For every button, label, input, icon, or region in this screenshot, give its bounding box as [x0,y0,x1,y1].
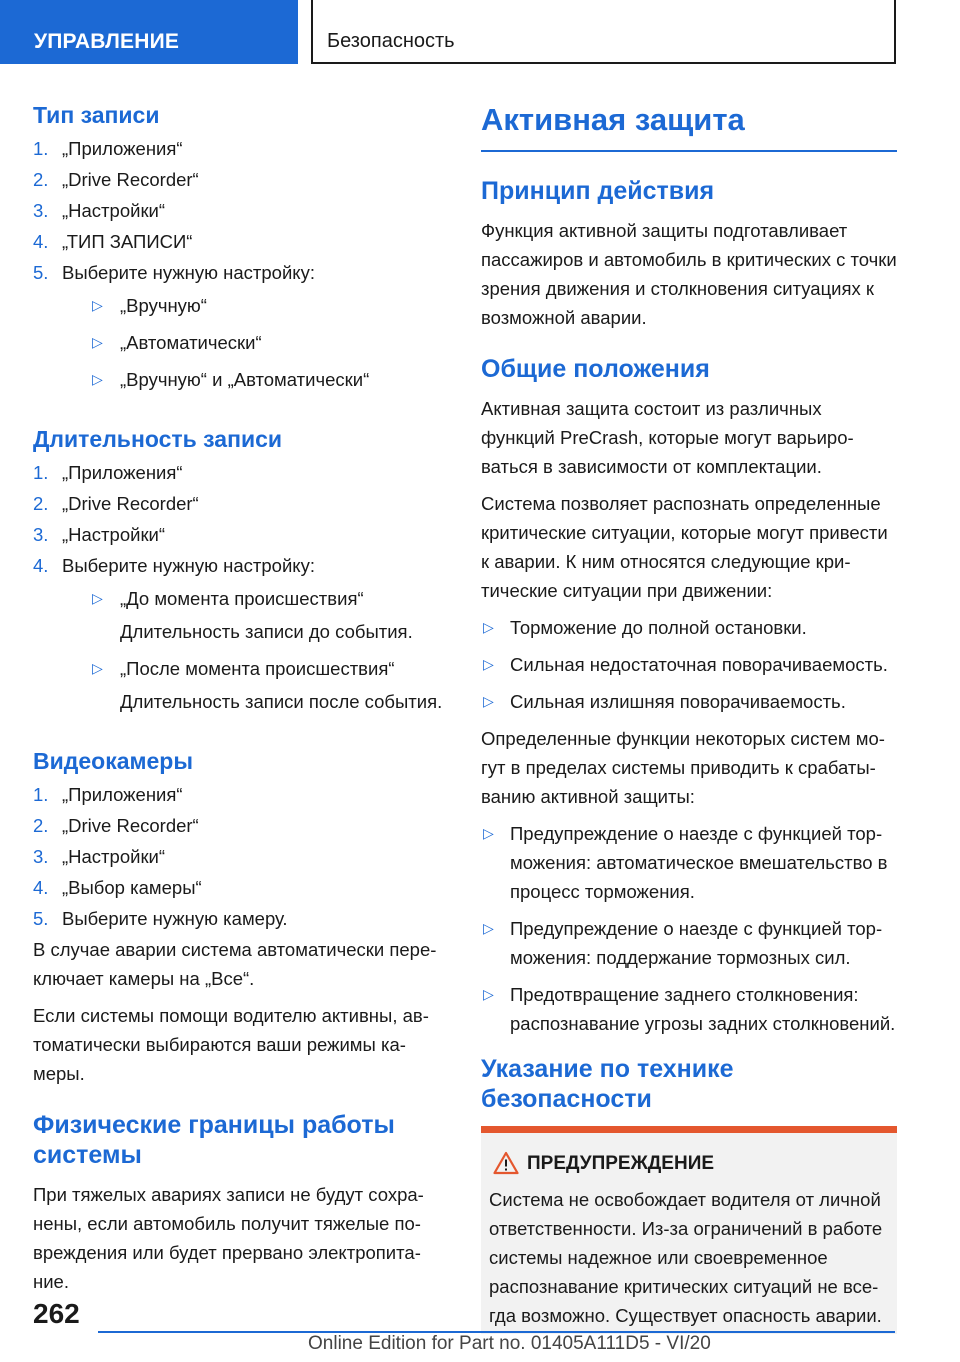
warning-triangle-icon [493,1151,519,1175]
paragraph: Если системы помощи водителю активны, автоматически выбираются ваши режимы камеры. [33,1005,429,1084]
list-item: 4. „Выбор камеры“ [33,877,202,898]
list-item: 2. „Drive Recorder“ [33,493,199,514]
warning-text: Система не освобождает водителя от личной ответственности. Из-за ограничений в работе системы надежное или своевременное распознавание критических ситуаций не всегда возможно. Существует опасность аварии. [489,1189,883,1326]
left-column [33,100,443,1304]
triangle-bullet-icon: ▷ [483,619,494,635]
option-item: ▷ „Вручную“ и „Автоматически“ [62,365,443,394]
list-item: 4. Выберите нужную настройку: ▷ „До момента происшествия“ Длительность записи до события. ▷ „После момента происшествия“ Длительность записи после события. [33,551,443,716]
triangle-bullet-icon: ▷ [483,986,494,1002]
triangle-bullet-icon: ▷ [92,297,103,313]
list-item: 3. „Настройки“ [33,200,166,221]
list-item: ▷ Сильная излишняя поворачиваемость. [481,687,897,716]
paragraph: Активная защита состоит из различных функций PreCrash, которые могут варьироваться в зависимости от комплектации. [481,398,854,477]
option-item: ▷ „Автоматически“ [62,328,443,357]
list-item: 5. Выберите нужную камеру. [33,908,288,929]
list-item: 2. „Drive Recorder“ [33,169,199,190]
triangle-bullet-icon: ▷ [92,371,103,387]
heading-duration: Длительность записи [33,426,283,452]
paragraph: Функция активной защиты подготавливает пассажиров и автомобиль в критических с точки зрения движения и столкновения ситуациях к возможной аварии. [481,220,897,328]
option-item: ▷ „До момента происшествия“ Длительность записи до события. [62,584,443,646]
situations-list [481,613,897,716]
triangle-bullet-icon: ▷ [92,590,103,606]
triangle-bullet-icon: ▷ [483,825,494,841]
list-item: 5. Выберите нужную настройку: ▷ „Вручную“ ▷ „Автоматически“ ▷ „Вручную“ и „Автоматически“ [33,258,443,394]
list-item: 3. „Настройки“ [33,524,166,545]
list-item: ▷ Торможение до полной остановки. [481,613,897,642]
triggers-list [481,819,897,1038]
record-type-steps [33,134,443,394]
triangle-bullet-icon: ▷ [483,656,494,672]
edition-footer: Online Edition for Part no. 01405A111D5 - VI/20 [308,1333,711,1354]
duration-steps [33,458,443,716]
triangle-bullet-icon: ▷ [483,920,494,936]
warning-title: ПРЕДУПРЕЖДЕНИЕ [489,1151,889,1177]
camera-steps [33,780,443,933]
page-title: Безопасность [311,0,896,64]
heading-record-type: Тип записи [33,102,160,128]
heading-safety: Указание по технике безопасности [481,1055,734,1113]
triangle-bullet-icon: ▷ [483,693,494,709]
heading-principle: Принцип действия [481,177,715,205]
paragraph: Определенные функции некоторых систем могут в пределах системы приводить к срабатыванию активной защиты: [481,728,885,807]
warning-box [481,1126,897,1334]
page-number: 262 [33,1298,80,1329]
list-item: ▷ Предупреждение о наезде с функцией торможения: автоматическое вмешательство в процесс торможения. [481,819,897,906]
right-column [481,100,897,1334]
paragraph: Система позволяет распознать определенные критические ситуации, которые могут привести к аварии. К ним относятся следующие критические ситуации при движении: [481,493,888,601]
list-item: 2. „Drive Recorder“ [33,815,199,836]
option-item: ▷ „После момента происшествия“ Длительность записи после события. [62,654,443,716]
heading-limits: Физические границы работы системы [33,1111,395,1169]
list-item: ▷ Предотвращение заднего столкновения: распознавание угрозы задних столкновений. [481,980,897,1038]
heading-cameras: Видеокамеры [33,748,193,774]
list-item: 1. „Приложения“ [33,138,183,159]
option-item: ▷ „Вручную“ [62,291,443,320]
list-item: ▷ Сильная недостаточная поворачиваемость. [481,650,897,679]
list-item: 3. „Настройки“ [33,846,166,867]
list-item: 1. „Приложения“ [33,462,183,483]
triangle-bullet-icon: ▷ [92,660,103,676]
heading-active-protection: Активная защита [481,100,897,152]
list-item: ▷ Предупреждение о наезде с функцией торможения: поддержание тормозных сил. [481,914,897,972]
paragraph: В случае аварии система автоматически переключает камеры на „Все“. [33,939,437,989]
paragraph: При тяжелых авариях записи не будут сохранены, если автомобиль получит тяжелые повреждения или будет прервано электропитание. [33,1184,424,1292]
heading-general: Общие положения [481,355,710,383]
section-tab: УПРАВЛЕНИЕ [0,0,298,64]
list-item: 4. „ТИП ЗАПИСИ“ [33,231,193,252]
list-item: 1. „Приложения“ [33,784,183,805]
triangle-bullet-icon: ▷ [92,334,103,350]
